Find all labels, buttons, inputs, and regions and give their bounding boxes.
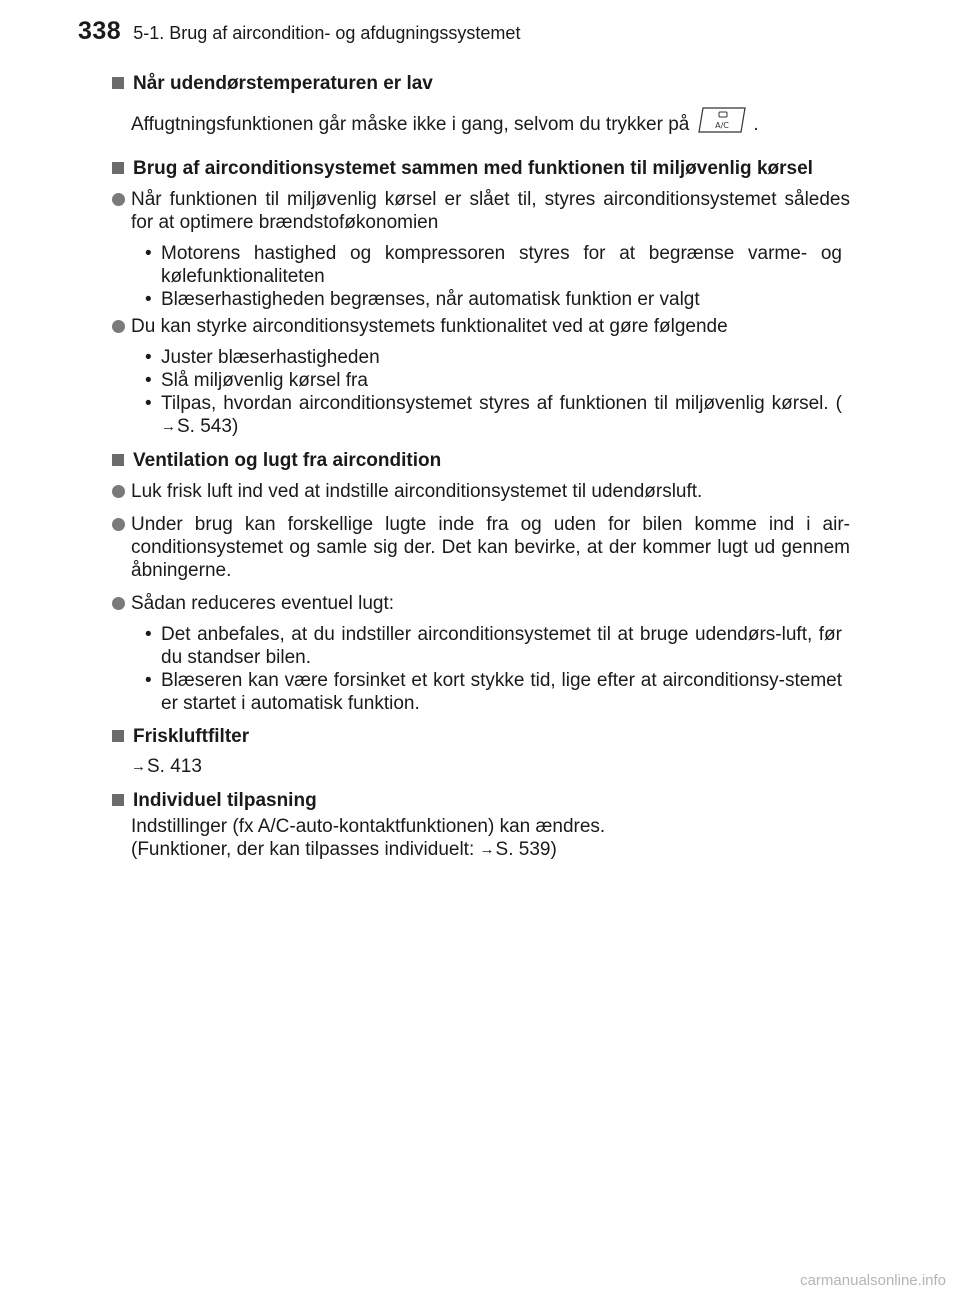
page-reference-link[interactable]: S. 543: [177, 416, 232, 437]
list-item: • Det anbefales, at du indstiller airconditionsystemet til at bruge udendørs-luft, før du standser bilen.: [145, 624, 842, 668]
square-bullet-icon: [112, 730, 124, 742]
square-bullet-icon: [112, 454, 124, 466]
list-item: • Slå miljøvenlig kørsel fra: [145, 370, 368, 391]
section-heading-filter: Friskluftfilter: [110, 725, 850, 748]
page-reference-link[interactable]: S. 413: [147, 756, 202, 777]
ventilation-item-1: Luk frisk luft ind ved at indstille airconditionsystemet til udendørsluft.: [112, 480, 850, 503]
section-heading-eco: Brug af airconditionsystemet sammen med funktionen til miljøvenlig kørsel: [110, 157, 850, 180]
eco-item-2: Du kan styrke airconditionsystemets funktionalitet ved at gøre følgende: [112, 315, 850, 338]
page-header: [78, 17, 521, 45]
custom-text: Indstillinger (fx A/C-auto-kontaktfunktionen) kan ændres. (Funktioner, der kan tilpasses individuelt: →S. 539): [131, 816, 606, 860]
filter-reference: [131, 755, 850, 779]
list-item: • Juster blæserhastigheden: [145, 347, 380, 368]
eco-item2-bullets: [131, 346, 850, 439]
low-temp-text: Affugtningsfunktionen går måske ikke i gang, selvom du trykker på A/C .: [131, 109, 850, 141]
ventilation-bullets: [131, 623, 850, 715]
section-heading-ventilation: Ventilation og lugt fra aircondition: [110, 449, 850, 472]
section-heading-custom: Individuel tilpasning: [110, 789, 850, 812]
arrow-right-icon: →: [161, 418, 176, 435]
ventilation-item-3: Sådan reduceres eventuel lugt:: [112, 592, 850, 615]
arrow-right-icon: →: [131, 758, 146, 775]
square-bullet-icon: [112, 162, 124, 174]
list-item: • Tilpas, hvordan airconditionsystemet styres af funktionen til miljøvenlig kørsel. (→S. 543): [145, 393, 842, 437]
list-item: • Blæserhastigheden begrænses, når automatisk funktion er valgt: [145, 289, 700, 310]
main-content: [110, 72, 850, 862]
square-bullet-icon: [112, 794, 124, 806]
svg-text:A/C: A/C: [715, 121, 730, 130]
page-number: 338: [78, 17, 122, 45]
ventilation-item-2: Under brug kan forskellige lugte inde fra og uden for bilen komme ind i air-conditionsystemet og samle sig der. Det kan bevirke, at der kommer lugt ud gennem åbningerne.: [112, 513, 850, 582]
section-heading-low-temp: Når udendørstemperaturen er lav: [110, 72, 850, 95]
circle-bullet-icon: [112, 597, 125, 610]
circle-bullet-icon: [112, 518, 125, 531]
chapter-title: 5-1. Brug af aircondition- og afdugningssystemet: [133, 23, 521, 43]
arrow-right-icon: →: [479, 841, 495, 858]
list-item: • Motorens hastighed og kompressoren styres for at begrænse varme- og kølefunktionaliteten: [145, 243, 842, 287]
circle-bullet-icon: [112, 193, 125, 206]
page-reference-link[interactable]: S. 539: [495, 839, 551, 860]
watermark: carmanualsonline.info: [800, 1272, 946, 1289]
circle-bullet-icon: [112, 320, 125, 333]
ac-button-icon: [695, 105, 749, 141]
list-item: • Blæseren kan være forsinket et kort stykke tid, lige efter at airconditionsy-stemet er startet i automatisk funktion.: [145, 670, 842, 714]
circle-bullet-icon: [112, 485, 125, 498]
square-bullet-icon: [112, 77, 124, 89]
eco-item-1: Når funktionen til miljøvenlig kørsel er slået til, styres airconditionsystemet således for at optimere brændstoføkonomien: [112, 188, 850, 234]
eco-item1-bullets: [131, 242, 850, 311]
